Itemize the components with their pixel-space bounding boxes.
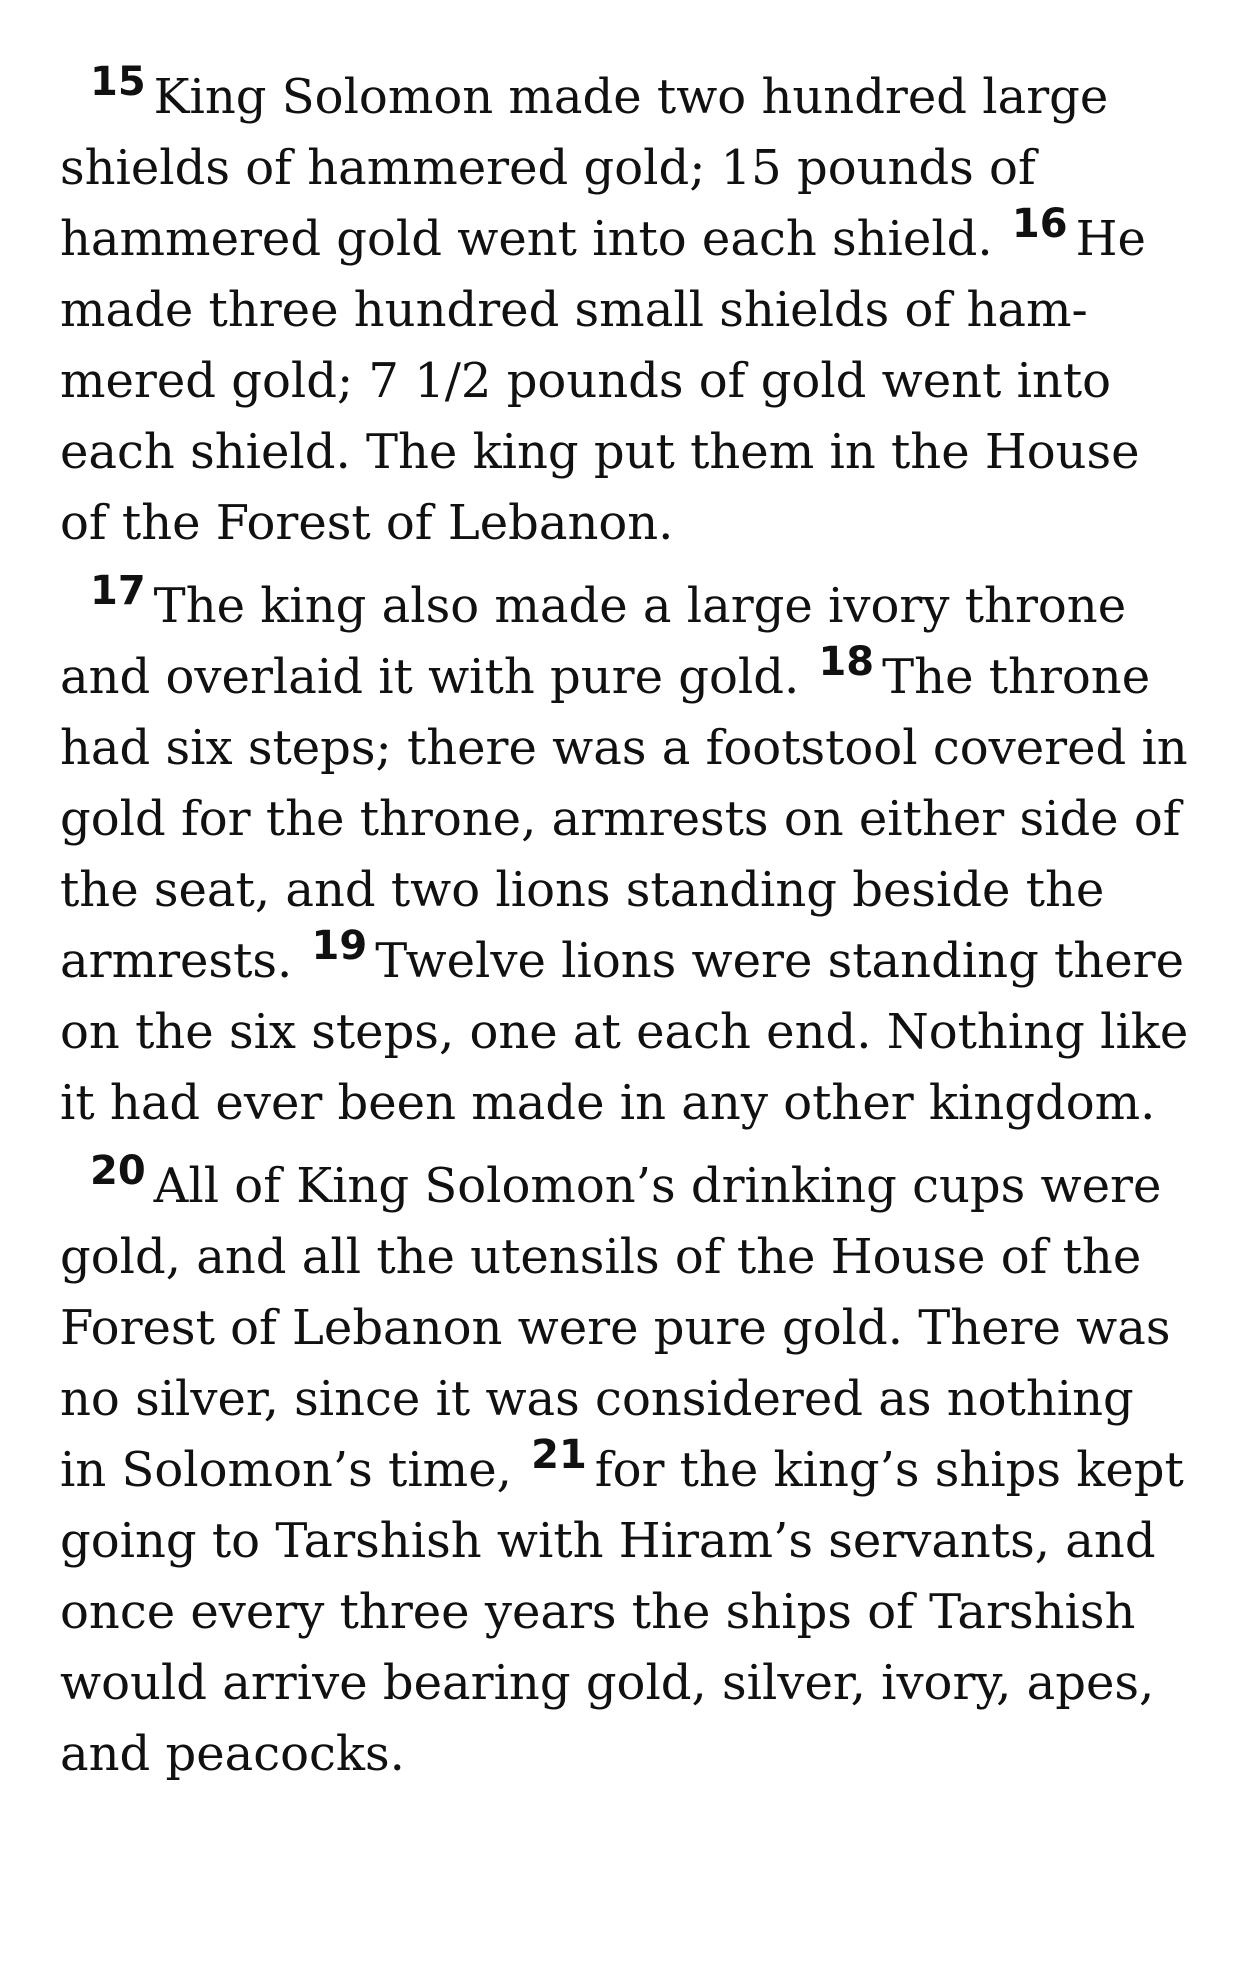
verse-number: 16 (1011, 201, 1068, 247)
paragraph (60, 1148, 1194, 1790)
verse-text: King Solomon made two hundred large shields of hammered gold; 15 pounds of hammered gold went into each shield. (60, 69, 1109, 267)
verse-text: All of King Solomon’s drinking cups were gold, and all the utensils of the House of the Forest of Lebanon were pure gold. There was no silver, since it was considered as nothing in Solomon’s time, (60, 1158, 1171, 1498)
verse-number: 19 (311, 923, 368, 969)
verse-text: Twelve lions were standing there on the six steps, one at each end. Nothing like it had ever been made in any other kingdom. (60, 933, 1189, 1131)
verse-number: 20 (90, 1148, 146, 1194)
verse-number: 18 (818, 639, 875, 685)
verse-number: 17 (90, 568, 146, 614)
verse-text: The king also made a large ivory throne and overlaid it with pure gold. (60, 578, 1127, 705)
verse-number: 15 (90, 59, 146, 105)
verse-text: The throne had six steps; there was a footstool covered in gold for the throne, armrests on either side of the seat, and two lions standing beside the armrests. (60, 649, 1188, 989)
verse-text: He made three hundred small shields of ham- mered gold; 7 1/2 pounds of gold went into each shield. The king put them in the House of the Forest of Lebanon. (60, 211, 1146, 551)
paragraph (60, 568, 1194, 1139)
paragraph (60, 59, 1194, 559)
verse-text: for the king’s ships kept going to Tarshish with Hiram’s servants, and once every three years the ships of Tarshish would arrive bearing gold, silver, ivory, apes, and peacocks. (60, 1442, 1184, 1782)
verse-number: 21 (531, 1432, 587, 1478)
